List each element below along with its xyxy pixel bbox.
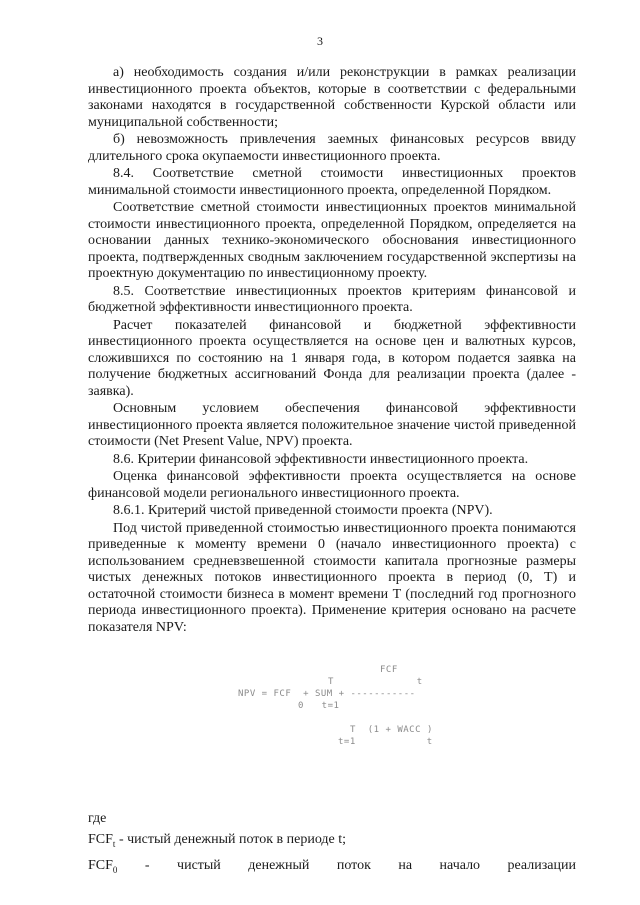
section-8-5: 8.5. Соответствие инвестиционных проектов критериям финансовой и бюджетной эффективности инвестиционного проекта. — [88, 283, 576, 315]
formula-index-line: T t — [328, 677, 423, 687]
section-8-4: 8.4. Соответствие сметной стоимости инвестиционных проектов минимальной стоимости инвестиционного проекта, определенной Порядком. — [88, 166, 576, 198]
document-body — [88, 65, 576, 768]
fcf-0-definition: $FCF_0$ - чистый денежный поток на начало реализации — [88, 857, 576, 875]
section-8-6: 8.6. Критерии финансовой эффективности инвестиционного проекта. — [113, 451, 529, 467]
paragraph-a: а) необходимость создания и/или реконструкции в рамках реализации инвестиционного проекта объектов, которые в соответствии с федеральными законами находятся в государственной собственности Курской области или муниципальной собственности; — [88, 65, 576, 130]
formula-main-line: NPV = FCF + SUM + ----------- — [238, 689, 416, 699]
formula-denominator-index: t=1 t — [338, 737, 433, 747]
formula-denominator: T (1 + WACC ) — [350, 725, 433, 735]
section-8-6-1: 8.6.1. Критерий чистой приведенной стоимости проекта (NPV). — [113, 503, 493, 518]
npv-formula — [88, 662, 576, 758]
paragraph-8-5-condition: Основным условием обеспечения финансовой эффективности инвестиционного проекта является положительное значение чистой приведенной стоимости (Net Present Value, NPV) проекта. — [88, 401, 576, 449]
formula-sub-line: 0 t=1 — [298, 701, 340, 711]
paragraph-8-6-text: Оценка финансовой эффективности проекта осуществляется на основе финансовой модели регионального инвестиционного проекта. — [88, 469, 576, 501]
formula-numerator: FCF — [380, 665, 398, 675]
formula-legend — [88, 808, 576, 881]
fcf-t-definition: $FCF_t$ - чистый денежный поток в периоде t; — [88, 832, 347, 849]
paragraph-8-5-calc: Расчет показателей финансовой и бюджетной эффективности инвестиционного проекта осуществляется на основе цен и валютных курсов, сложившихся по состоянию на 1 января года, в котором подается заявка на получение бюджетных ассигнований Фонда для реализации проекта (далее - заявка). — [88, 317, 576, 399]
paragraph-8-4-text: Соответствие сметной стоимости инвестиционных проектов минимальной стоимости инвестиционного проекта, определенной Порядком, определяется на основании данных технико-экономического обоснования инвестиционного проекта, подтвержденных сводным заключением государственной экспертизы на проектную документацию по инвестиционному проекту. — [88, 200, 576, 281]
page-number: 3 — [317, 34, 323, 48]
paragraph-npv-definition: Под чистой приведенной стоимостью инвестиционного проекта понимаются приведенные к моменту времени 0 (начало инвестиционного проекта) с использованием средневзвешенной стоимости капитала прогнозные размеры чистых денежных потоков инвестиционного проекта в период (0, T) и остаточной стоимости бизнеса в момент времени T (последний год прогнозного периода инвестиционного проекта). Применение критерия основано на расчете показателя NPV: — [88, 520, 576, 635]
paragraph-b: б) невозможность привлечения заемных финансовых ресурсов ввиду длительного срока окупаемости инвестиционного проекта. — [88, 132, 576, 164]
where-label: где — [88, 811, 107, 826]
